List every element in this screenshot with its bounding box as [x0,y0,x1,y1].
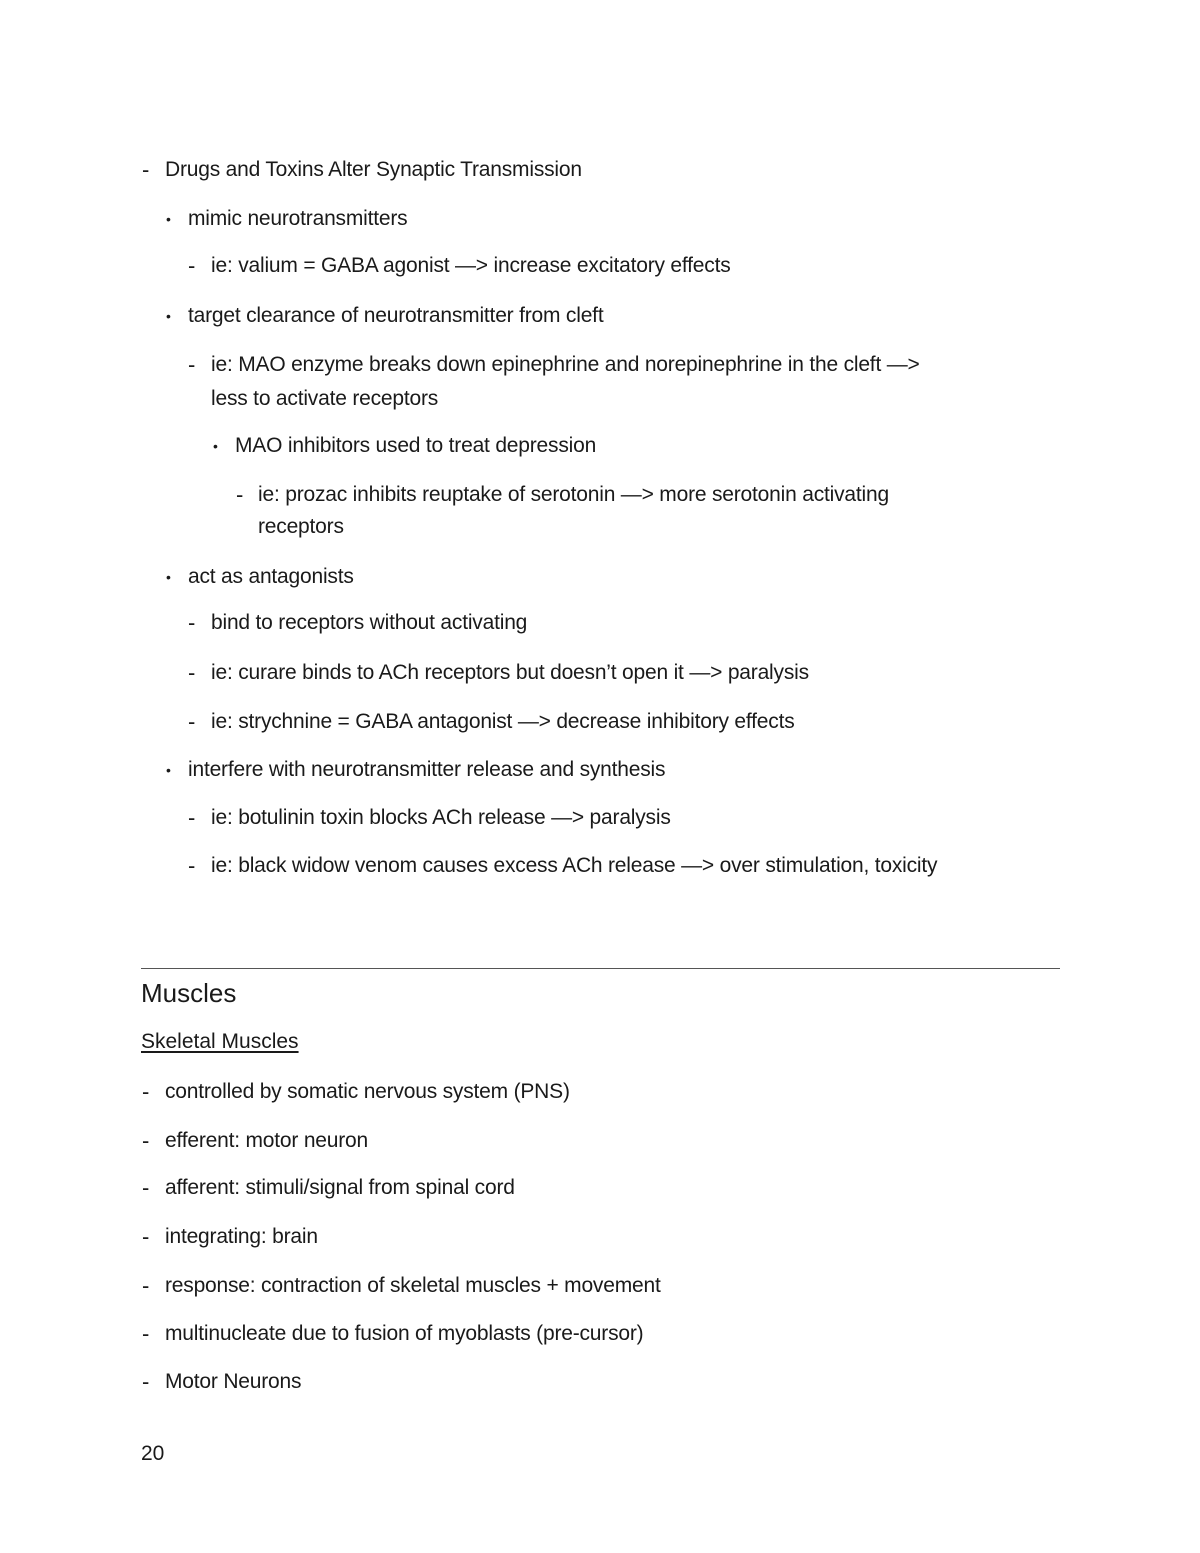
dash-marker: - [142,1175,150,1200]
list-item: integrating: brain [165,1225,318,1248]
dash-marker: - [188,352,196,377]
bullet-marker: • [166,308,171,324]
list-item: ie: curare binds to ACh receptors but doesn’t open it —> paralysis [211,661,809,684]
list-item: response: contraction of skeletal muscles + movement [165,1274,661,1297]
list-item: MAO inhibitors used to treat depression [235,434,597,457]
list-item: target clearance of neurotransmitter from cleft [188,304,604,327]
list-item: ie: black widow venom causes excess ACh release —> over stimulation, toxicity [211,854,938,877]
bullet-marker: • [213,438,218,454]
dash-marker: - [142,1128,150,1153]
list-item: ie: prozac inhibits reuptake of serotonin —> more serotonin activating [258,483,889,506]
list-item: multinucleate due to fusion of myoblasts (pre-cursor) [165,1322,644,1345]
list-item-continuation: less to activate receptors [211,387,439,410]
list-item: act as antagonists [188,565,354,588]
list-item: interfere with neurotransmitter release and synthesis [188,758,666,781]
dash-marker: - [188,805,196,830]
section-divider [141,968,1060,969]
dash-marker: - [188,610,196,635]
subsection-heading: Skeletal Muscles [141,1030,299,1053]
dash-marker: - [188,853,196,878]
list-item: mimic neurotransmitters [188,207,408,230]
dash-marker: - [236,482,244,507]
dash-marker: - [188,660,196,685]
list-item: efferent: motor neuron [165,1129,369,1152]
dash-marker: - [142,1079,150,1104]
bullet-marker: • [166,762,171,778]
dash-marker: - [142,1369,150,1394]
list-item: ie: strychnine = GABA antagonist —> decrease inhibitory effects [211,710,795,733]
dash-marker: - [142,157,150,182]
dash-marker: - [188,709,196,734]
bullet-marker: • [166,211,171,227]
bullet-marker: • [166,569,171,585]
dash-marker: - [142,1273,150,1298]
section-heading: Muscles [141,978,237,1008]
dash-marker: - [142,1224,150,1249]
list-item: controlled by somatic nervous system (PNS) [165,1080,570,1103]
list-item: ie: MAO enzyme breaks down epinephrine and norepinephrine in the cleft —> [211,353,920,376]
list-item: bind to receptors without activating [211,611,528,634]
dash-marker: - [142,1321,150,1346]
list-item: afferent: stimuli/signal from spinal cord [165,1176,515,1199]
page-number: 20 [141,1442,165,1465]
dash-marker: - [188,253,196,278]
list-item: ie: botulinin toxin blocks ACh release —> paralysis [211,806,671,829]
list-item-continuation: receptors [258,515,344,538]
list-item: Motor Neurons [165,1370,302,1393]
list-item: ie: valium = GABA agonist —> increase excitatory effects [211,254,731,277]
section-title: Drugs and Toxins Alter Synaptic Transmission [165,158,582,181]
